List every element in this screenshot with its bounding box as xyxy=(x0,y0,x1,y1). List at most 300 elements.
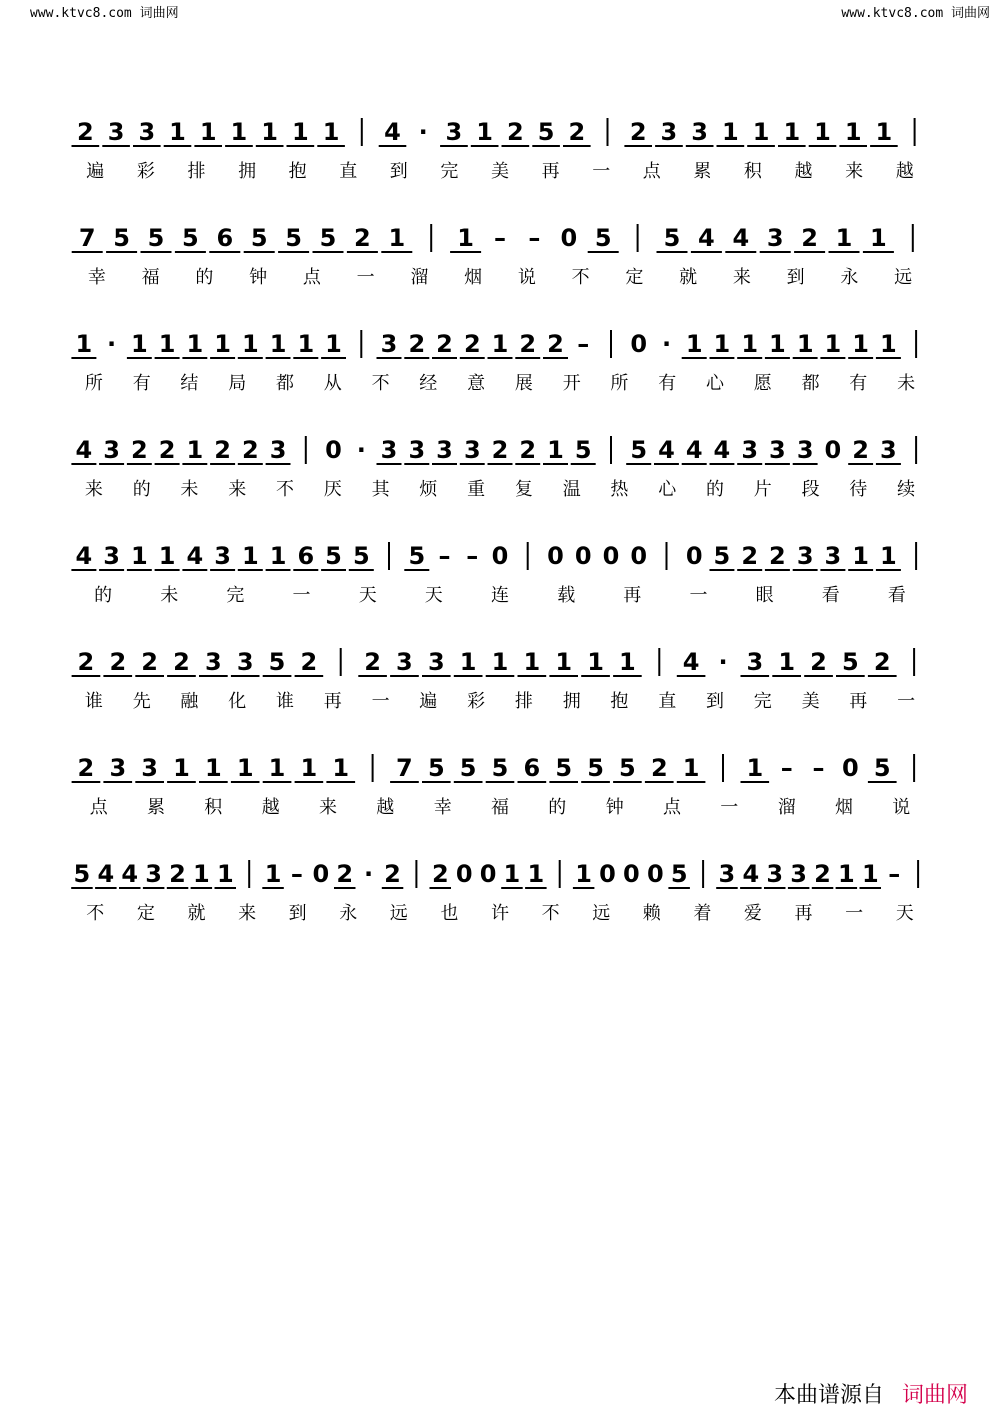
note: 7 xyxy=(396,754,413,782)
lyric-char: 续 xyxy=(897,479,916,500)
note: 3 xyxy=(396,648,413,676)
lyric-char: 谁 xyxy=(276,691,294,712)
note: 2 xyxy=(650,754,668,782)
watermark-left: www.ktvc8.com 词曲网 xyxy=(30,6,179,21)
lyric-char: 愿 xyxy=(753,373,772,394)
lyric-char: 排 xyxy=(187,161,206,182)
note: 0 xyxy=(599,860,616,888)
note: 0 xyxy=(560,224,578,252)
note: 0 xyxy=(547,542,564,570)
lyric-char: 一 xyxy=(356,267,375,288)
lyric-char: 都 xyxy=(801,373,820,394)
note: 2 xyxy=(814,860,831,888)
note: 5 xyxy=(427,754,445,782)
note: 3 xyxy=(741,436,759,464)
note: 2 xyxy=(547,330,564,358)
note: 5 xyxy=(873,754,891,782)
note: 5 xyxy=(630,436,648,464)
note: 5 xyxy=(147,224,165,252)
lyric-char: 再 xyxy=(849,691,868,712)
lyric-char: 越 xyxy=(895,161,914,182)
note: 1 xyxy=(268,754,286,782)
note: 2 xyxy=(158,436,176,464)
lyric-char: 到 xyxy=(288,903,307,924)
note: 1 xyxy=(476,118,493,146)
lyric-char: 来 xyxy=(84,479,103,500)
note: 0 xyxy=(312,860,330,888)
note: – xyxy=(438,542,451,570)
note: 1 xyxy=(261,118,278,146)
note: 5 xyxy=(555,754,573,782)
note: 1 xyxy=(880,330,897,358)
note: 3 xyxy=(660,118,678,146)
note: 5 xyxy=(352,542,370,570)
note: 0 xyxy=(646,860,664,888)
note: 1 xyxy=(769,330,786,358)
note: 2 xyxy=(109,648,127,676)
note: 1 xyxy=(619,648,636,676)
lyric-char: 不 xyxy=(86,903,105,924)
lyric-char: 来 xyxy=(238,903,257,924)
lyric-char: 抱 xyxy=(288,161,307,182)
lyrics-line xyxy=(70,791,930,821)
note: 5 xyxy=(663,224,681,252)
note: 1 xyxy=(783,118,801,146)
lyric-char: 一 xyxy=(592,161,611,182)
note: 3 xyxy=(380,436,398,464)
note: 3 xyxy=(790,860,807,888)
lyric-char: 着 xyxy=(693,903,712,924)
note: 1 xyxy=(457,224,474,252)
note: 3 xyxy=(880,436,897,464)
score-row xyxy=(70,312,930,418)
lyrics-line xyxy=(70,473,930,503)
lyric-char: 说 xyxy=(517,267,536,288)
note: 4 xyxy=(732,224,750,252)
note: 2 xyxy=(873,648,891,676)
lyric-char: 所 xyxy=(84,373,103,394)
score-row xyxy=(70,100,930,206)
note: 0 xyxy=(630,542,648,570)
lyric-char: 定 xyxy=(136,903,155,924)
note: 5 xyxy=(182,224,199,252)
note: 1 xyxy=(796,330,814,358)
note: 3 xyxy=(718,860,736,888)
note: 3 xyxy=(214,542,231,570)
lyric-char: 排 xyxy=(514,691,533,712)
lyric-char: 美 xyxy=(491,161,509,182)
note: 1 xyxy=(241,330,259,358)
note: – xyxy=(577,330,590,358)
lyric-char: 所 xyxy=(610,373,629,394)
lyric-char: 来 xyxy=(845,161,864,182)
note: 2 xyxy=(519,330,537,358)
note: 2 xyxy=(384,860,401,888)
note: 1 xyxy=(722,118,739,146)
lyric-char: 意 xyxy=(467,373,486,394)
lyric-char: 到 xyxy=(389,161,408,182)
notation-line xyxy=(70,748,930,788)
lyric-char: 载 xyxy=(557,585,576,606)
note: 1 xyxy=(158,542,176,570)
note: – xyxy=(780,754,793,782)
note: 2 xyxy=(629,118,647,146)
lyric-char: 到 xyxy=(786,267,805,288)
note: 7 xyxy=(78,224,96,252)
note: 0 xyxy=(630,330,648,358)
note: 5 xyxy=(842,648,859,676)
note: 4 xyxy=(186,542,204,570)
lyric-char: 完 xyxy=(753,691,772,712)
note: 1 xyxy=(523,648,541,676)
note: 1 xyxy=(685,330,703,358)
lyric-char: 有 xyxy=(849,373,868,394)
lyric-char: 未 xyxy=(897,373,916,394)
note: 1 xyxy=(459,648,477,676)
note: 4 xyxy=(121,860,139,888)
note: 3 xyxy=(769,436,786,464)
lyric-char: 再 xyxy=(794,903,813,924)
note: 2 xyxy=(364,648,381,676)
brand-link[interactable]: 词曲网 xyxy=(901,1383,968,1408)
note: 2 xyxy=(141,648,158,676)
note: 1 xyxy=(216,860,234,888)
note: 1 xyxy=(852,330,869,358)
lyric-char: 拥 xyxy=(238,161,257,182)
note: 4 xyxy=(97,860,115,888)
note: 3 xyxy=(436,436,453,464)
note: 1 xyxy=(575,860,592,888)
note: – xyxy=(888,860,901,888)
note: 2 xyxy=(463,330,481,358)
lyric-char: 的 xyxy=(706,479,724,500)
note: · xyxy=(661,330,672,358)
lyric-char: 来 xyxy=(228,479,247,500)
lyric-char: 经 xyxy=(419,373,438,394)
note: 6 xyxy=(216,224,234,252)
lyric-char: 赖 xyxy=(642,903,661,924)
note: 5 xyxy=(713,542,731,570)
note: 1 xyxy=(131,330,148,358)
lyric-char: 越 xyxy=(261,797,280,818)
notation-line xyxy=(70,324,930,364)
lyric-char: 点 xyxy=(642,161,661,182)
note: 5 xyxy=(319,224,337,252)
lyric-char: 越 xyxy=(794,161,813,182)
notation-line xyxy=(70,854,930,894)
notation-line xyxy=(70,218,930,258)
note: 5 xyxy=(250,224,268,252)
lyrics-line xyxy=(70,579,930,609)
lyric-char: 未 xyxy=(180,479,199,500)
lyric-char: 展 xyxy=(514,373,533,394)
note: 1 xyxy=(214,330,231,358)
note: 5 xyxy=(408,542,426,570)
lyric-char: 遍 xyxy=(419,691,438,712)
lyric-char: 许 xyxy=(491,903,509,924)
notation-line xyxy=(70,112,930,152)
note: 2 xyxy=(336,860,354,888)
note: 0 xyxy=(602,542,620,570)
watermark-right: www.ktvc8.com 词曲网 xyxy=(841,6,990,21)
note: 2 xyxy=(354,224,371,252)
lyric-char: 遍 xyxy=(86,161,105,182)
note: 0 xyxy=(325,436,342,464)
note: 1 xyxy=(838,860,855,888)
note: 2 xyxy=(131,436,148,464)
note: 0 xyxy=(685,542,703,570)
note: 5 xyxy=(73,860,91,888)
lyric-char: 一 xyxy=(689,585,708,606)
note: 3 xyxy=(204,648,222,676)
lyrics-line xyxy=(70,367,930,397)
note: 5 xyxy=(619,754,636,782)
lyric-char: 钟 xyxy=(605,797,624,818)
note: 1 xyxy=(491,648,509,676)
note: 1 xyxy=(236,754,254,782)
note: – xyxy=(290,860,303,888)
lyric-char: 融 xyxy=(180,691,199,712)
lyric-char: 越 xyxy=(376,797,395,818)
note: – xyxy=(494,224,506,252)
note: 1 xyxy=(199,118,217,146)
note: 3 xyxy=(796,542,814,570)
lyric-char: 从 xyxy=(323,373,342,394)
note: 2 xyxy=(436,330,453,358)
note: 3 xyxy=(766,860,784,888)
note: 3 xyxy=(109,754,127,782)
note: 1 xyxy=(325,330,342,358)
note: 1 xyxy=(173,754,190,782)
score-row xyxy=(70,736,930,842)
lyric-char: 一 xyxy=(292,585,311,606)
score-row xyxy=(70,418,930,524)
note: 1 xyxy=(75,330,93,358)
note: 2 xyxy=(408,330,426,358)
lyric-char: 彩 xyxy=(467,691,486,712)
note: · xyxy=(718,648,728,676)
lyric-char: 不 xyxy=(571,267,590,288)
lyric-char: 点 xyxy=(89,797,108,818)
note: 1 xyxy=(741,330,759,358)
source-label: 本曲谱源自 xyxy=(773,1383,884,1408)
lyric-char: 段 xyxy=(801,479,820,500)
notation-line xyxy=(70,536,930,576)
lyric-char: 抱 xyxy=(610,691,629,712)
note: 1 xyxy=(186,436,204,464)
score-row xyxy=(70,524,930,630)
lyric-char: 的 xyxy=(195,267,214,288)
note: 3 xyxy=(269,436,287,464)
note: 1 xyxy=(555,648,573,676)
lyric-char: 一 xyxy=(897,691,916,712)
lyric-char: 说 xyxy=(892,797,911,818)
lyric-char: 片 xyxy=(753,479,772,500)
lyric-char: 先 xyxy=(132,691,151,712)
note: 2 xyxy=(214,436,231,464)
note: 1 xyxy=(547,436,564,464)
lyric-char: 连 xyxy=(491,585,509,606)
note: 2 xyxy=(852,436,869,464)
lyric-char: 烦 xyxy=(419,479,438,500)
lyric-char: 开 xyxy=(562,373,581,394)
notation-line xyxy=(70,642,930,682)
note: 2 xyxy=(769,542,786,570)
note: 1 xyxy=(875,118,893,146)
note: 5 xyxy=(670,860,688,888)
note: 1 xyxy=(824,330,842,358)
score-row xyxy=(70,630,930,736)
note: 1 xyxy=(491,330,509,358)
note: 5 xyxy=(594,224,612,252)
lyric-char: 美 xyxy=(801,691,820,712)
lyric-char: 累 xyxy=(693,161,712,182)
note: 3 xyxy=(380,330,398,358)
note: 2 xyxy=(568,118,586,146)
lyric-char: 永 xyxy=(840,267,859,288)
note: 3 xyxy=(103,436,120,464)
lyric-char: 直 xyxy=(339,161,358,182)
note: 1 xyxy=(297,330,315,358)
note: 2 xyxy=(173,648,190,676)
note: 1 xyxy=(746,754,764,782)
note: · xyxy=(418,118,428,146)
note: 5 xyxy=(113,224,130,252)
lyric-char: 积 xyxy=(204,797,223,818)
lyric-char: 心 xyxy=(658,479,677,500)
note: 1 xyxy=(752,118,770,146)
note: 5 xyxy=(285,224,302,252)
lyric-char: 重 xyxy=(467,479,486,500)
note: 1 xyxy=(713,330,731,358)
note: 5 xyxy=(537,118,555,146)
note: 5 xyxy=(325,542,342,570)
note: – xyxy=(466,542,479,570)
lyric-char: 一 xyxy=(845,903,864,924)
lyric-char: 厌 xyxy=(323,479,342,500)
lyric-char: 再 xyxy=(323,691,342,712)
lyric-char: 眼 xyxy=(755,585,774,606)
note: 1 xyxy=(131,542,148,570)
note: 3 xyxy=(427,648,445,676)
note: 2 xyxy=(241,436,259,464)
lyric-char: 远 xyxy=(894,267,913,288)
note: – xyxy=(528,224,541,252)
note: 2 xyxy=(810,648,827,676)
note: 2 xyxy=(507,118,524,146)
lyric-char: 幸 xyxy=(87,267,106,288)
note: · xyxy=(107,330,117,358)
note: 5 xyxy=(491,754,509,782)
note: 0 xyxy=(824,436,842,464)
note: 2 xyxy=(519,436,537,464)
lyric-char: 到 xyxy=(706,691,724,712)
lyric-char: 化 xyxy=(228,691,247,712)
note: 2 xyxy=(77,754,95,782)
note: 1 xyxy=(292,118,309,146)
lyric-char: 积 xyxy=(743,161,762,182)
lyric-char: 远 xyxy=(592,903,611,924)
note: 5 xyxy=(268,648,286,676)
lyric-char: 谁 xyxy=(84,691,103,712)
note: 1 xyxy=(880,542,897,570)
note: · xyxy=(356,436,366,464)
lyric-char: 都 xyxy=(276,373,294,394)
lyric-char: 福 xyxy=(141,267,160,288)
lyrics-line xyxy=(70,897,930,927)
note: 0 xyxy=(623,860,640,888)
note: 1 xyxy=(388,224,406,252)
note: 6 xyxy=(297,542,315,570)
lyric-char: 有 xyxy=(132,373,151,394)
note: 4 xyxy=(685,436,703,464)
note: 3 xyxy=(746,648,764,676)
note: 0 xyxy=(574,542,592,570)
score-row xyxy=(70,842,930,948)
note: 3 xyxy=(766,224,784,252)
lyric-char: 再 xyxy=(623,585,642,606)
lyric-char: 局 xyxy=(228,373,247,394)
note: 3 xyxy=(691,118,708,146)
lyric-char: 彩 xyxy=(136,161,155,182)
note: 3 xyxy=(141,754,158,782)
note: 0 xyxy=(455,860,473,888)
lyric-char: 来 xyxy=(319,797,337,818)
note: 1 xyxy=(835,224,853,252)
note: 4 xyxy=(75,542,93,570)
note: 4 xyxy=(682,648,700,676)
lyric-char: 不 xyxy=(276,479,294,500)
lyric-char: 也 xyxy=(440,903,459,924)
lyric-char: 溜 xyxy=(777,797,796,818)
lyric-char: 未 xyxy=(160,585,179,606)
note: 4 xyxy=(384,118,401,146)
note: 3 xyxy=(145,860,162,888)
note: 1 xyxy=(527,860,545,888)
note: 1 xyxy=(682,754,700,782)
note: 1 xyxy=(158,330,176,358)
lyric-char: 烟 xyxy=(835,797,853,818)
lyric-char: 钟 xyxy=(249,267,268,288)
lyric-char: 点 xyxy=(302,267,321,288)
note: 4 xyxy=(75,436,93,464)
lyric-char: 就 xyxy=(679,267,698,288)
note: 1 xyxy=(870,224,887,252)
note: 4 xyxy=(658,436,675,464)
note: 1 xyxy=(844,118,862,146)
lyric-char: 天 xyxy=(424,585,443,606)
lyric-char: 定 xyxy=(625,267,644,288)
note: 2 xyxy=(77,118,94,146)
lyric-char: 天 xyxy=(358,585,377,606)
note: 3 xyxy=(103,542,120,570)
note: 0 xyxy=(842,754,859,782)
lyric-char: 溜 xyxy=(410,267,429,288)
lyric-char: 看 xyxy=(821,585,840,606)
lyric-char: 就 xyxy=(187,903,206,924)
note: 1 xyxy=(587,648,604,676)
note: 2 xyxy=(169,860,186,888)
lyric-char: 不 xyxy=(371,373,390,394)
lyric-char: 幸 xyxy=(433,797,452,818)
footer xyxy=(774,1378,968,1409)
note: 1 xyxy=(852,542,869,570)
lyric-char: 点 xyxy=(663,797,681,818)
lyric-char: 一 xyxy=(371,691,390,712)
lyric-char: 热 xyxy=(610,479,629,500)
lyric-char: 远 xyxy=(389,903,408,924)
note: 4 xyxy=(713,436,731,464)
